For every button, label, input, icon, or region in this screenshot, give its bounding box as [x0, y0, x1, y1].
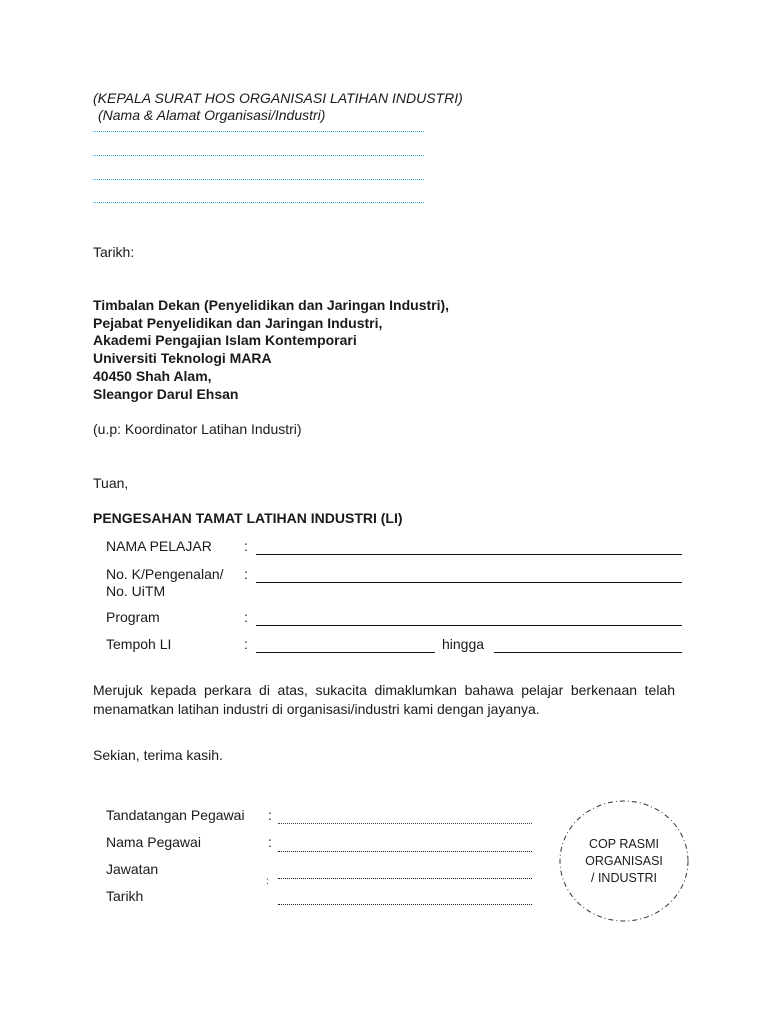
- position-label: Jawatan: [106, 861, 159, 877]
- body-paragraph: Merujuk kepada perkara di atas, sukacita dimaklumkan bahawa pelajar berkenaan telah menamatkan latihan industri di organisasi/industri kami dengan jayanya.: [93, 682, 675, 717]
- recipient-line: 40450 Shah Alam,: [93, 368, 212, 384]
- colon: :: [244, 566, 248, 582]
- officer-name-field[interactable]: [278, 851, 532, 852]
- recipient-line: Sleangor Darul Ehsan: [93, 386, 239, 402]
- date-field[interactable]: [278, 904, 532, 905]
- date-label: Tarikh:: [93, 244, 135, 260]
- signature-field[interactable]: [278, 823, 532, 824]
- address-line-3: [93, 179, 424, 180]
- student-id-field[interactable]: [256, 582, 682, 583]
- position-field[interactable]: [278, 878, 532, 879]
- program-label: Program: [106, 609, 160, 625]
- duration-label: Tempoh LI: [106, 636, 172, 652]
- until-label: hingga: [442, 636, 485, 652]
- officer-name-label: Nama Pegawai: [106, 834, 201, 850]
- letterhead-subtitle: (Nama & Alamat Organisasi/Industri): [98, 107, 326, 123]
- colon: :: [244, 636, 248, 652]
- letterhead-title: (KEPALA SURAT HOS ORGANISASI LATIHAN INDUSTRI): [93, 90, 463, 106]
- stamp-line: / INDUSTRI: [591, 871, 657, 885]
- address-line-1: [93, 131, 424, 132]
- date-field-label: Tarikh: [106, 888, 144, 904]
- student-id-label: No. K/Pengenalan/: [106, 566, 224, 582]
- colon: :: [268, 807, 272, 823]
- colon: :: [244, 609, 248, 625]
- salutation: Tuan,: [93, 475, 129, 491]
- signature-label: Tandatangan Pegawai: [106, 807, 245, 823]
- stamp-text: [558, 836, 690, 887]
- closing: Sekian, terima kasih.: [93, 747, 223, 763]
- recipient-line: Pejabat Penyelidikan dan Jaringan Industri,: [93, 315, 383, 331]
- attention-line: (u.p: Koordinator Latihan Industri): [93, 421, 302, 437]
- colon: :: [244, 538, 248, 554]
- recipient-line: Akademi Pengajian Islam Kontemporari: [93, 332, 357, 348]
- colon: :: [268, 834, 272, 850]
- duration-end-field[interactable]: [494, 652, 682, 653]
- stamp-line: COP RASMI: [589, 837, 659, 851]
- student-id-label-2: No. UiTM: [106, 583, 166, 599]
- program-field[interactable]: [256, 625, 682, 626]
- stamp-line: ORGANISASI: [585, 854, 663, 868]
- address-line-4: [93, 202, 424, 203]
- colon: :: [266, 876, 269, 887]
- student-name-field[interactable]: [256, 554, 682, 555]
- subject-title: PENGESAHAN TAMAT LATIHAN INDUSTRI (LI): [93, 510, 403, 526]
- recipient-line: Universiti Teknologi MARA: [93, 350, 272, 366]
- recipient-line: Timbalan Dekan (Penyelidikan dan Jaringan Industri),: [93, 297, 450, 313]
- student-name-label: NAMA PELAJAR: [106, 538, 212, 554]
- duration-start-field[interactable]: [256, 652, 435, 653]
- address-line-2: [93, 155, 424, 156]
